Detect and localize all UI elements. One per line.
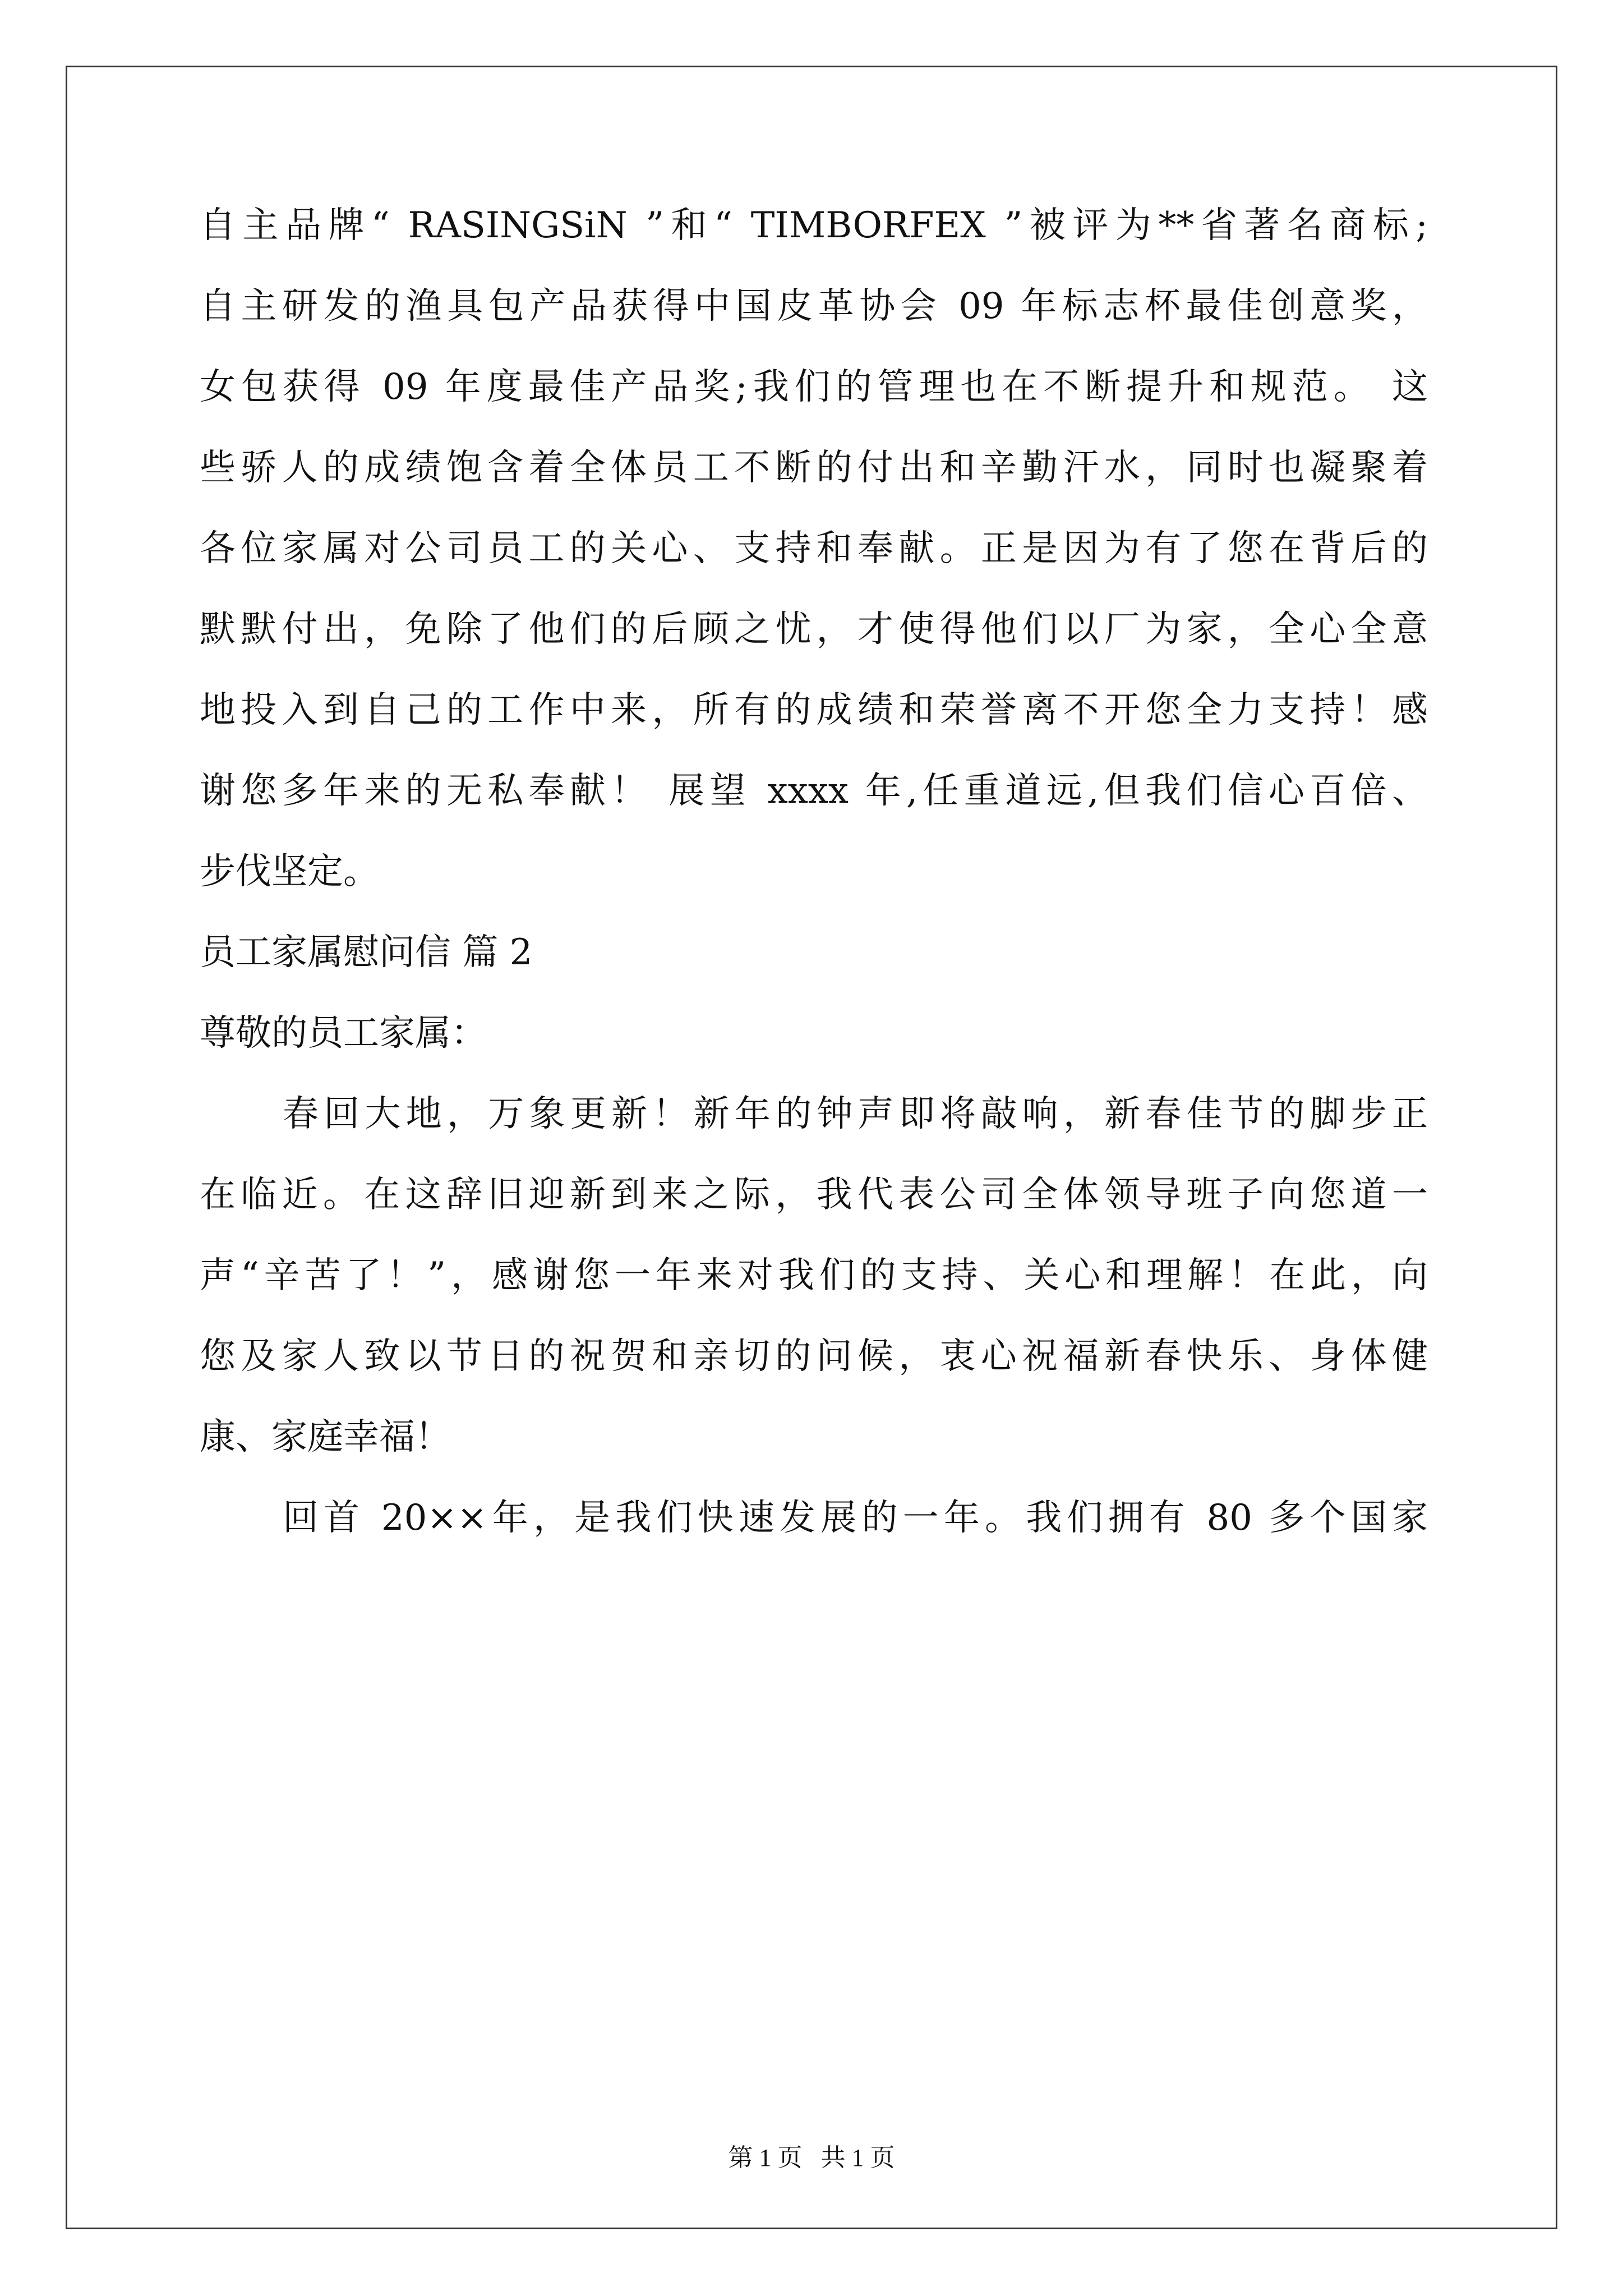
body-line-17: 回首 20××年，是我们快速发展的一年。我们拥有 80 多个国家: [283, 1497, 1428, 1539]
section-heading: 员工家属慰问信 篇 2: [200, 932, 533, 973]
body-line-8: 谢您多年来的无私奉献！ 展望 xxxx 年,任重道远,但我们信心百倍、: [200, 770, 1428, 812]
body-line-4: 些骄人的成绩饱含着全体员工不断的付出和辛勤汗水，同时也凝聚着: [200, 447, 1428, 489]
body-line-3: 女包获得 09 年度最佳产品奖;我们的管理也在不断提升和规范。 这: [200, 366, 1428, 408]
body-line-6: 默默付出，免除了他们的后顾之忧，才使得他们以厂为家，全心全意: [200, 609, 1428, 650]
body-line-12: 春回大地，万象更新！新年的钟声即将敲响，新春佳节的脚步正: [283, 1093, 1428, 1135]
salutation: 尊敬的员工家属：: [200, 1013, 487, 1054]
body-line-1: 自主品牌“ RASINGSiN ”和“ TIMBORFEX ”被评为**省著名商标;: [200, 205, 1428, 246]
page-number-footer: 第 1 页 共 1 页: [728, 2144, 895, 2171]
body-line-14: 声“辛苦了！”，感谢您一年来对我们的支持、关心和理解！在此，向: [200, 1255, 1428, 1296]
body-line-16: 康、家庭幸福！: [200, 1416, 451, 1458]
body-line-2: 自主研发的渔具包产品获得中国皮革协会 09 年标志杯最佳创意奖，: [200, 286, 1428, 327]
body-line-13: 在临近。在这辞旧迎新到来之际，我代表公司全体领导班子向您道一: [200, 1174, 1428, 1216]
body-line-15: 您及家人致以节日的祝贺和亲切的问候，衷心祝福新春快乐、身体健: [200, 1336, 1428, 1377]
body-line-9: 步伐坚定。: [200, 851, 379, 892]
body-line-5: 各位家属对公司员工的关心、支持和奉献。正是因为有了您在背后的: [200, 528, 1428, 569]
body-line-7: 地投入到自己的工作中来，所有的成绩和荣誉离不开您全力支持！感: [200, 689, 1428, 731]
